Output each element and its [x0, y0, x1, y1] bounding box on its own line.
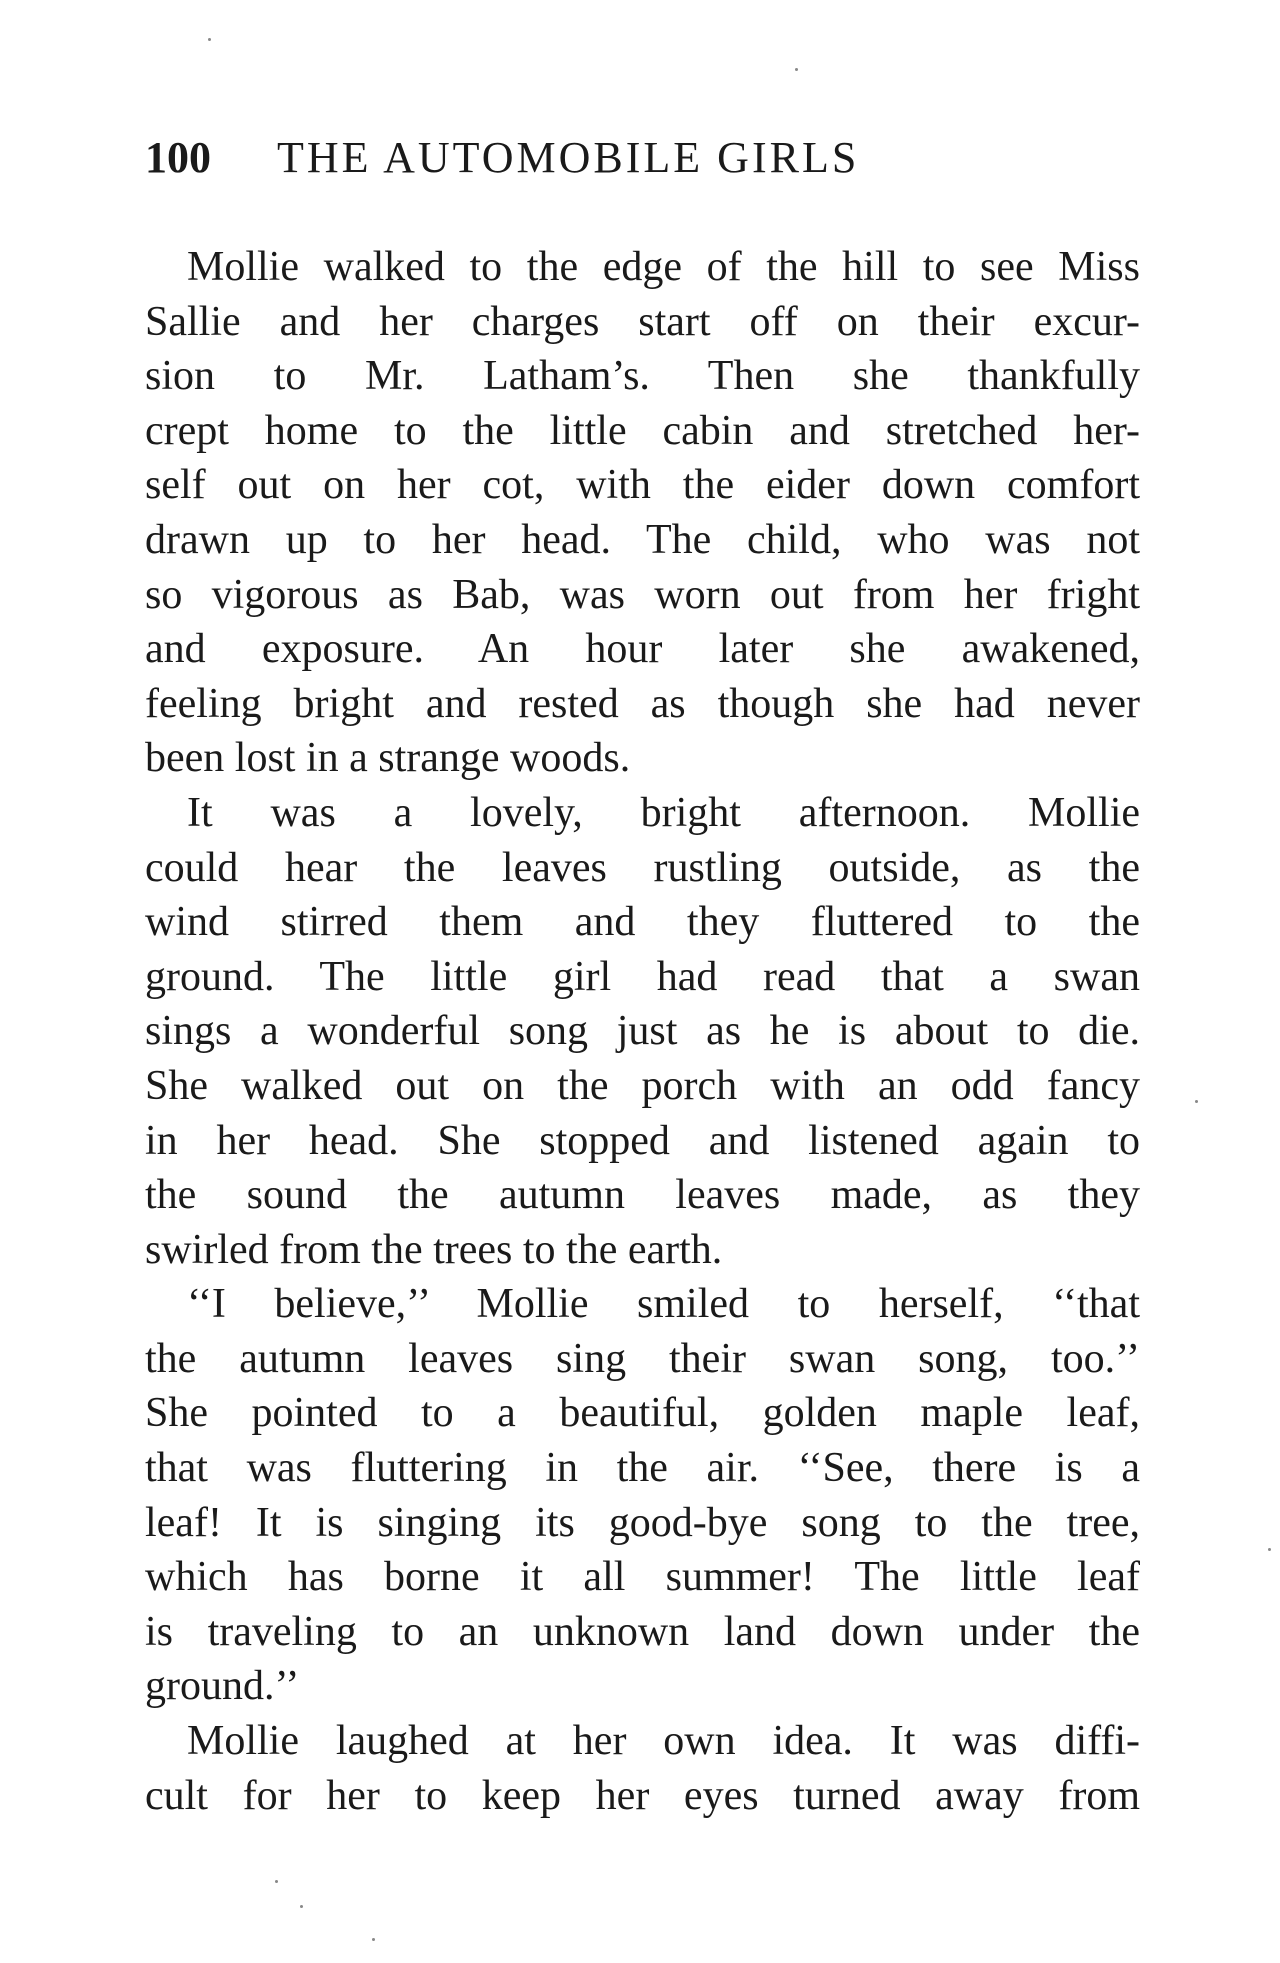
paragraph: [145, 786, 1140, 1277]
text-line: drawn up to her head. The child, who was not: [145, 516, 1140, 563]
text-line: could hear the leaves rustling outside, as the: [145, 844, 1140, 891]
paragraph: [145, 1714, 1140, 1823]
text-line: self out on her cot, with the eider down comfort: [145, 462, 1140, 509]
text-line: been lost in a strange woods.: [145, 735, 631, 782]
text-line: which has borne it all summer! The little leaf: [145, 1554, 1140, 1601]
paragraph: [145, 1277, 1140, 1714]
text-line: and exposure. An hour later she awakened,: [145, 626, 1140, 673]
text-line: so vigorous as Bab, was worn out from her fright: [145, 571, 1140, 618]
text-line: Mollie laughed at her own idea. It was diffi-: [187, 1718, 1140, 1765]
scan-speck: [1268, 1548, 1271, 1551]
text-line: crept home to the little cabin and stretched her-: [145, 407, 1140, 454]
text-line: sion to Mr. Latham’s. Then she thankfully: [145, 353, 1140, 400]
text-line: feeling bright and rested as though she had never: [145, 680, 1140, 727]
text-line: Mollie walked to the edge of the hill to see Miss: [187, 244, 1140, 290]
text-line: It was a lovely, bright afternoon. Mollie: [187, 789, 1140, 836]
scan-speck: [372, 1938, 375, 1941]
text-line: cult for her to keep her eyes turned away from: [145, 1772, 1140, 1819]
text-line: leaf! It is singing its good-bye song to the tree,: [145, 1499, 1140, 1546]
text-line: ground. The little girl had read that a swan: [145, 953, 1140, 1000]
text-line: She walked out on the porch with an odd fancy: [145, 1062, 1140, 1109]
scan-speck: [795, 68, 798, 71]
text-line: the autumn leaves sing their swan song, too.’’: [145, 1335, 1140, 1382]
running-title: THE AUTOMOBILE GIRLS: [277, 133, 860, 182]
text-line: is traveling to an unknown land down under the: [145, 1608, 1140, 1655]
body-text: [145, 240, 1140, 1823]
text-line: wind stirred them and they fluttered to the: [145, 899, 1140, 946]
text-line: ‘‘I believe,’’ Mollie smiled to herself, ‘‘that: [187, 1281, 1140, 1328]
text-line: in her head. She stopped and listened again to: [145, 1117, 1140, 1164]
page-header: [145, 128, 1145, 188]
paragraph: [145, 240, 1140, 786]
scan-speck: [1195, 1100, 1198, 1103]
scan-speck: [300, 1905, 303, 1908]
text-line: sings a wonderful song just as he is about to die.: [145, 1008, 1140, 1055]
scan-speck: [208, 38, 211, 41]
text-line: ground.’’: [145, 1663, 300, 1710]
text-line: that was fluttering in the air. ‘‘See, there is a: [145, 1445, 1140, 1492]
text-line: Sallie and her charges start off on their excur-: [145, 298, 1140, 345]
text-line: She pointed to a beautiful, golden maple leaf,: [145, 1390, 1140, 1437]
text-line: swirled from the trees to the earth.: [145, 1226, 723, 1273]
text-line: the sound the autumn leaves made, as they: [145, 1172, 1140, 1219]
page-number: 100: [145, 133, 211, 182]
scan-speck: [275, 1880, 278, 1883]
